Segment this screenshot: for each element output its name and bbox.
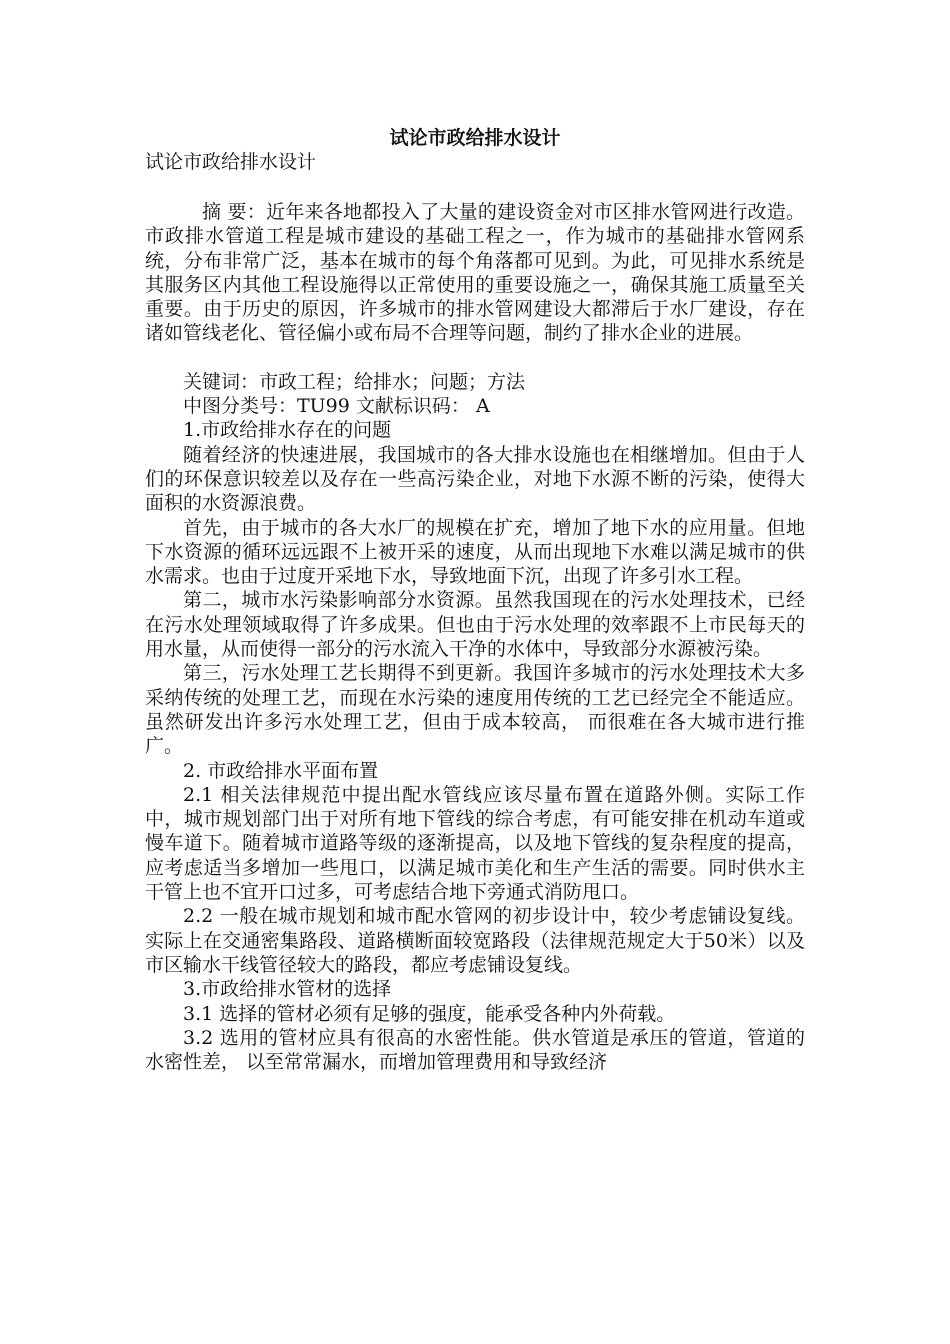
body-paragraph: 随着经济的快速进展，我国城市的各大排水设施也在相继增加。但由于人们的环保意识较差以及存在一些高污染企业，对地下水源不断的污染，使得大面积的水资源浪费。 bbox=[145, 443, 805, 515]
body-paragraph: 3.2 选用的管材应具有很高的水密性能。供水管道是承压的管道，管道的水密性差， 以至常常漏水，而增加管理费用和导致经济 bbox=[145, 1026, 805, 1074]
document-subtitle: 试论市政给排水设计 bbox=[145, 151, 317, 173]
paragraph-spacer bbox=[145, 346, 805, 370]
document-title: 试论市政给排水设计 bbox=[389, 127, 561, 149]
keywords-line: 关键词：市政工程；给排水；问题；方法 bbox=[183, 370, 526, 393]
body-paragraph: 2.1 相关法律规范中提出配水管线应该尽量布置在道路外侧。实际工作中，城市规划部门出于对所有地下管线的综合考虑，有可能安排在机动车道或慢车道下。随着城市道路等级的逐渐提高，以及地下管线的复杂程度的提高， 应考虑适当多增加一些甩口，以满足城市美化和生产生活的需要。同时供水主干管上也不宜开口过多，可考虑结合地下旁通式消防甩口。 bbox=[145, 783, 805, 904]
body-paragraph: 第二，城市水污染影响部分水资源。虽然我国现在的污水处理技术，已经在污水处理领域取得了许多成果。但也由于污水处理的效率跟不上市民每天的用水量，从而使得一部分的污水流入干净的水体中，导致部分水源被污染。 bbox=[145, 589, 805, 661]
classification-line: 中图分类号：TU99 文献标识码： A bbox=[183, 395, 490, 418]
document-body bbox=[145, 200, 805, 1074]
section-heading-1: 1.市政给排水存在的问题 bbox=[183, 419, 392, 442]
body-paragraph: 首先，由于城市的各大水厂的规模在扩充，增加了地下水的应用量。但地下水资源的循环远远跟不上被开采的速度，从而出现地下水难以满足城市的供水需求。也由于过度开采地下水，导致地面下沉，出现了许多引水工程。 bbox=[145, 516, 805, 588]
section-heading-3: 3.市政给排水管材的选择 bbox=[183, 978, 392, 1001]
abstract-paragraph: 摘 要：近年来各地都投入了大量的建设资金对市区排水管网进行改造。市政排水管道工程是城市建设的基础工程之一，作为城市的基础排水管网系统，分布非常广泛，基本在城市的每个角落都可见到。为此，可见排水系统是其服务区内其他工程设施得以正常使用的重要设施之一，确保其施工质量至关重要。由于历史的原因，许多城市的排水管网建设大都滞后于水厂建设，存在诸如管线老化、管径偏小或布局不合理等问题，制约了排水企业的进展。 bbox=[145, 201, 805, 345]
section-heading-2: 2. 市政给排水平面布置 bbox=[183, 759, 379, 782]
body-paragraph: 2.2 一般在城市规划和城市配水管网的初步设计中，较少考虑铺设复线。实际上在交通密集路段、道路横断面较宽路段（法律规范规定大于50米）以及市区输水干线管径较大的路段，都应考虑铺设复线。 bbox=[145, 905, 805, 976]
body-paragraph: 3.1 选择的管材必须有足够的强度，能承受各种内外荷载。 bbox=[183, 1002, 676, 1025]
body-paragraph: 第三，污水处理工艺长期得不到更新。我国许多城市的污水处理技术大多采纳传统的处理工艺，而现在水污染的速度用传统的工艺已经完全不能适应。虽然研发出许多污水处理工艺，但由于成本较高， 而很难在各大城市进行推广。 bbox=[145, 662, 805, 758]
